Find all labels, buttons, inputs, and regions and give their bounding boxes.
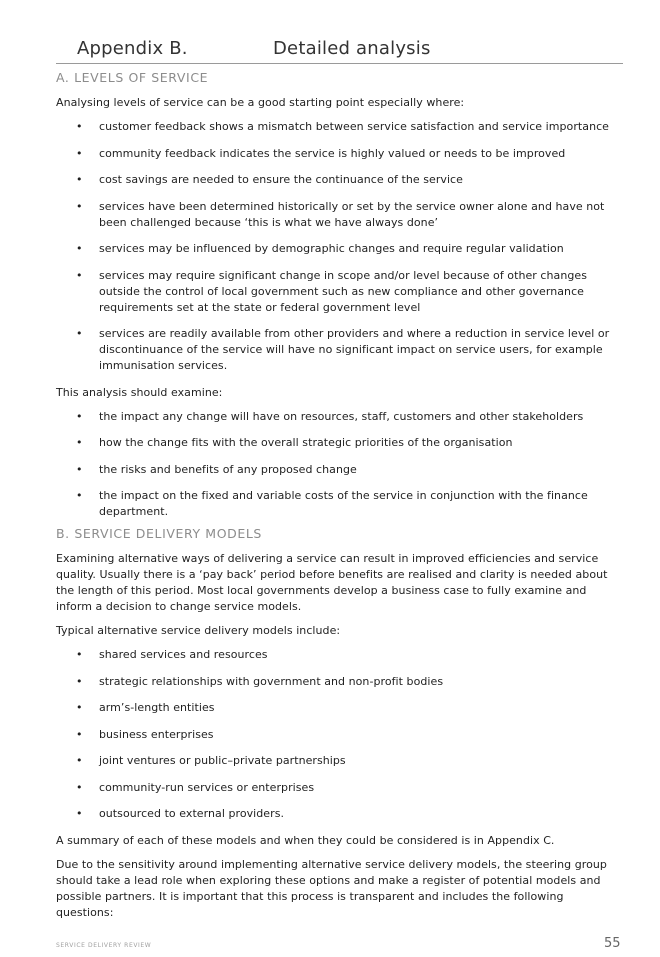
section-b-heading: B. SERVICE DELIVERY MODELS — [56, 526, 262, 541]
bullet-icon: • — [76, 648, 83, 661]
bullet-icon: • — [76, 120, 83, 133]
bullet-icon: • — [76, 807, 83, 820]
page-number: 55 — [604, 936, 621, 951]
bullet-icon: • — [76, 146, 83, 160]
header-divider — [56, 63, 623, 64]
list-item: • shared services and resources — [76, 648, 268, 661]
section-a-bullet-list — [56, 119, 624, 374]
appendix-label: Appendix B. — [77, 38, 188, 59]
bullet-icon: • — [76, 199, 83, 213]
bullet-icon: • — [76, 780, 83, 794]
list-item: • services have been determined historically or set by the service owner alone and have not been challenged because ‘this is what we have always done’ — [76, 199, 605, 229]
examine-bullet-list — [56, 409, 624, 521]
summary-paragraph: A summary of each of these models and when they could be considered is in Appendix C. — [56, 833, 555, 847]
bullet-icon: • — [76, 436, 83, 449]
service-models-list — [56, 647, 624, 822]
closing-paragraph: Due to the sensitivity around implementing alternative service delivery models, the steering group should take a lead role when exploring these options and make a register of potential models and possible partners. It is important that this process is transparent and includes the following questions: — [56, 857, 607, 919]
list-item: • business enterprises — [76, 727, 214, 741]
list-item: • community-run services or enterprises — [76, 780, 315, 794]
bullet-icon: • — [76, 754, 83, 767]
bullet-icon: • — [76, 173, 83, 186]
list-item: • the impact on the fixed and variable costs of the service in conjunction with the finance department. — [76, 489, 588, 518]
section-a-intro: Analysing levels of service can be a good starting point especially where: — [56, 96, 465, 109]
list-item: • services may require significant change in scope and/or level because of other changes outside the control of local government such as new compliance and other governance requirements set at the state or federal government level — [76, 268, 587, 314]
list-item: • strategic relationships with government and non-profit bodies — [76, 674, 444, 688]
list-item: • the risks and benefits of any proposed change — [76, 462, 357, 476]
list-item: • services may be influenced by demographic changes and require regular validation — [76, 242, 564, 255]
header-title: Detailed analysis — [273, 38, 431, 59]
list-item: • services are readily available from other providers and where a reduction in service level or discontinuance of the service will have no significant impact on service users, for example immunisation services. — [76, 327, 610, 372]
page-content — [56, 66, 624, 929]
footer-document-title: SERVICE DELIVERY REVIEW — [56, 942, 152, 949]
models-intro: Typical alternative service delivery models include: — [56, 624, 341, 637]
bullet-icon: • — [76, 727, 83, 741]
page-header — [77, 38, 622, 62]
bullet-icon: • — [76, 462, 83, 476]
list-item: • cost savings are needed to ensure the continuance of the service — [76, 173, 463, 186]
bullet-icon: • — [76, 327, 83, 340]
list-item: • the impact any change will have on resources, staff, customers and other stakeholders — [76, 409, 584, 423]
bullet-icon: • — [76, 409, 83, 423]
list-item: • how the change fits with the overall strategic priorities of the organisation — [76, 436, 513, 449]
list-item: • community feedback indicates the service is highly valued or needs to be improved — [76, 146, 566, 160]
bullet-icon: • — [76, 674, 83, 688]
list-item: • customer feedback shows a mismatch between service satisfaction and service importance — [76, 120, 610, 133]
list-item: • arm’s-length entities — [76, 701, 215, 714]
bullet-icon: • — [76, 701, 83, 714]
bullet-icon: • — [76, 268, 83, 282]
bullet-icon: • — [76, 489, 83, 502]
section-a-heading: A. LEVELS OF SERVICE — [56, 70, 209, 85]
list-item: • outsourced to external providers. — [76, 807, 285, 820]
section-b-paragraph: Examining alternative ways of delivering a service can result in improved efficiencies and service quality. Usually there is a ‘pay back’ period before benefits are realised and clarity is needed about the length of this period. Most local governments develop a business case to fully examine and inform a decision to change service models. — [56, 552, 608, 613]
examine-intro: This analysis should examine: — [56, 385, 223, 399]
list-item: • joint ventures or public–private partnerships — [76, 754, 346, 767]
bullet-icon: • — [76, 242, 83, 255]
